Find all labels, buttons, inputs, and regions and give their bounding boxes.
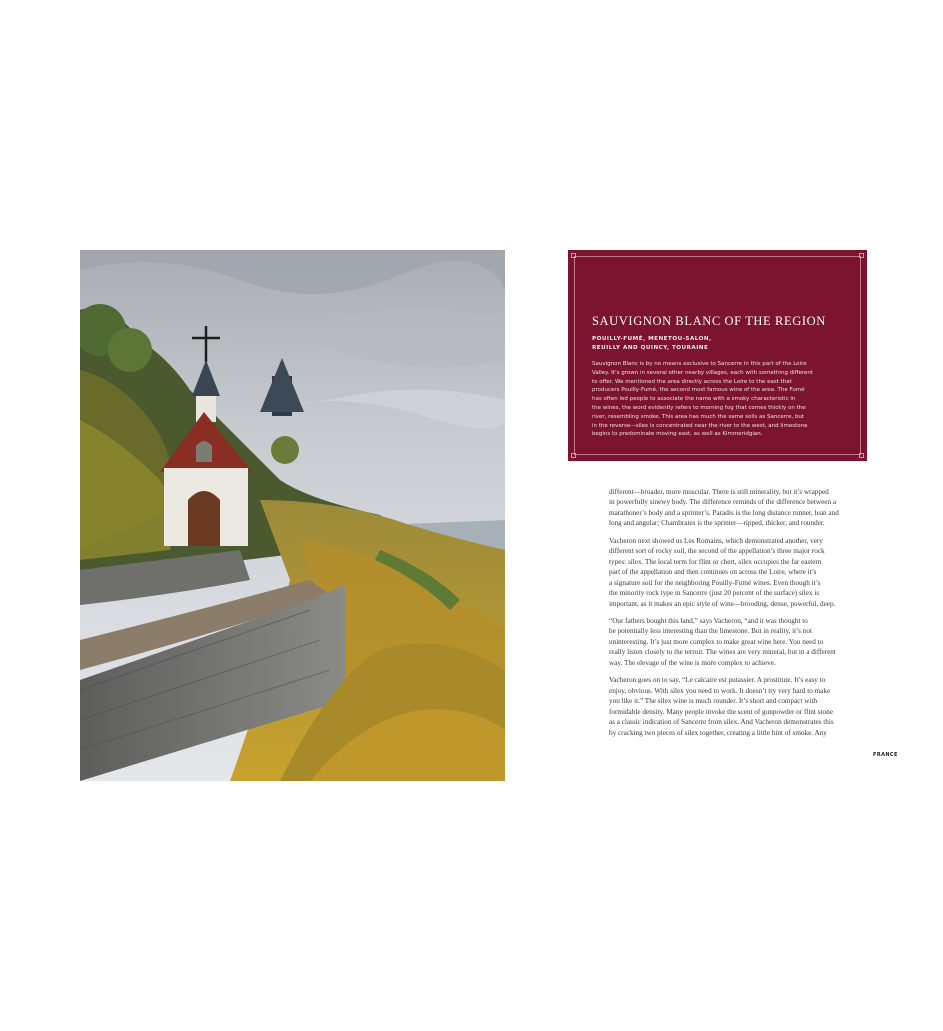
sidebar-body-line: Sauvignon Blanc is by no means exclusive to Sancerre in this part of the Loire	[592, 361, 807, 367]
body-line: the minority rock type in Sancerre (just 20 percent of the surface) silex is	[609, 589, 820, 598]
sidebar-body-line: begins to predominate moving east, as well as Kimmeridgian.	[592, 431, 763, 438]
sidebar-subtitle-line: POUILLY-FUMÉ, MENETOU-SALON,	[592, 336, 712, 342]
sidebar-corner-ornament	[859, 253, 864, 258]
body-line: formidable density. Many people invoke the scent of gunpowder or flint stone	[609, 707, 833, 716]
sidebar-title: SAUVIGNON BLANC OF THE REGION	[592, 314, 826, 328]
body-paragraph	[609, 487, 871, 529]
sidebar-corner-ornament	[571, 253, 576, 258]
body-paragraph	[609, 536, 871, 609]
sidebar-body	[592, 360, 850, 439]
sidebar-body-line: to offer. We mentioned the area directly across the Loire to the east that	[592, 378, 792, 385]
body-text-column	[609, 487, 871, 745]
sidebar-corner-ornament	[571, 453, 576, 458]
sidebar-body-line: river, resembling smoke. This area has much the same soils as Sancerre, but	[592, 413, 805, 420]
sidebar-body-line: has often led people to associate the name with a smoky characteristic in	[592, 396, 796, 403]
running-head: FRANCE	[873, 752, 898, 758]
body-line: by cracking two pieces of silex together, creating a little hint of smoke. Any	[609, 728, 827, 737]
body-paragraph	[609, 616, 871, 668]
body-line: way. The elevage of the wine is more complex to achieve.	[609, 658, 776, 667]
body-line: uninteresting. It’s just more complex to make great wine here. You need to	[609, 637, 824, 646]
body-line: long and angular; Chambrates is the sprinter—ripped, thicker, and rounder.	[609, 519, 825, 528]
sidebar-subtitle-line: REUILLY AND QUINCY, TOURAINE	[592, 344, 709, 351]
body-line: Vacheron goes on to say, “Le calcaire est putassier. A prostitute. It’s easy to	[609, 676, 826, 685]
body-line: different—broader, more muscular. There is still minerality, but it’s wrapped	[609, 488, 829, 496]
sidebar-body-line: producers Pouilly-Fumé, the second most famous wine of the area. The Fumé	[592, 387, 805, 394]
sidebar-body-line: in the reverse—silex is concentrated near the river to the west, and limestone	[592, 422, 808, 429]
body-line: important, as it makes an epic style of wine—brooding, dense, powerful, deep.	[609, 599, 836, 608]
sidebar-body-line: the wines, the word evidently refers to morning fog that comes thickly on the	[592, 404, 806, 411]
chapel-vineyard-photo	[80, 250, 505, 781]
body-line: types: silex. The local term for flint or chert, silex occupies the far eastern	[609, 557, 822, 566]
body-line: part of the appellation and then continues on across the Loire, where it’s	[609, 568, 817, 577]
body-line: “Our fathers bought this land,” says Vacheron, “and it was thought to	[609, 616, 808, 625]
sidebar-subtitle	[592, 335, 852, 352]
body-line: different sort of rocky soil, the second of the appellation’s three major rock	[609, 547, 825, 556]
body-line: as a classic indication of Sancerre from silex. And Vacheron demonstrates this	[609, 718, 834, 727]
sidebar-body-line: Valley. It’s grown in several other nearby villages, each with something different	[592, 369, 814, 376]
body-line: marathoner’s body and a sprinter’s. Paradis is the long distance runner, lean and	[609, 508, 839, 517]
sidebar-box	[568, 250, 867, 461]
body-line: in powerfully sinewy body. The difference reminds of the difference between a	[609, 498, 837, 507]
body-line: you like it.” The silex wine is much rounder. It’s short and compact with	[609, 697, 818, 706]
body-line: really listen closely to the terroir. The wines are very mineral, but in a different	[609, 648, 836, 657]
sidebar-corner-ornament	[859, 453, 864, 458]
body-paragraph	[609, 675, 871, 738]
body-line: a signature soil for the neighboring Pouilly-Fumé wines. Even though it’s	[609, 578, 821, 587]
body-line: be potentially less interesting than the limestone. But in reality, it’s not	[609, 627, 812, 636]
body-line: Vacheron next showed us Les Romains, which demonstrated another, very	[609, 536, 823, 545]
body-line: enjoy, obvious. With silex you need to work. It doesn’t try very hard to make	[609, 686, 831, 695]
